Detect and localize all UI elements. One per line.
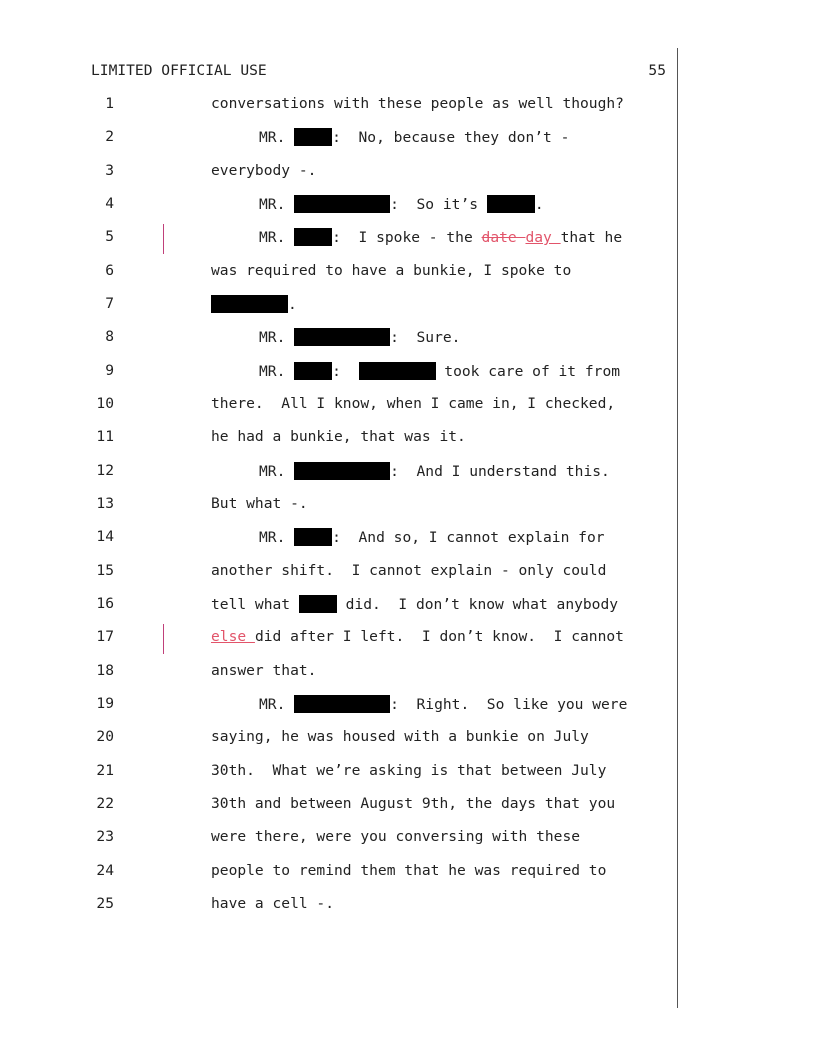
transcript-line-16 [0, 595, 816, 619]
line-text-segment: that he [560, 229, 623, 246]
transcript-line-6 [0, 262, 816, 286]
deleted-text: date [481, 229, 526, 246]
line-text [211, 595, 618, 613]
line-text: 30th. What we’re asking is that between July [211, 762, 607, 779]
inserted-text: day [525, 229, 561, 246]
revision-change-bar [163, 624, 164, 654]
transcript-line-11 [0, 428, 816, 452]
line-text: were there, were you conversing with these [211, 828, 581, 845]
line-number: 6 [105, 262, 114, 279]
line-text [259, 328, 460, 346]
transcript-line-4 [0, 195, 816, 219]
line-text: was required to have a bunkie, I spoke to [211, 262, 572, 279]
redaction-box [299, 595, 337, 613]
transcript-line-13 [0, 495, 816, 519]
line-number: 9 [105, 362, 114, 379]
line-text [259, 195, 544, 213]
speaker-prefix: MR. [259, 229, 295, 246]
transcript-line-12 [0, 462, 816, 486]
line-number: 20 [96, 728, 114, 745]
transcript-line-3 [0, 162, 816, 186]
line-text [259, 362, 620, 380]
redaction-box [294, 528, 332, 546]
line-text: conversations with these people as well though? [211, 95, 624, 112]
line-text-segment: : Sure. [390, 329, 461, 346]
line-number: 17 [96, 628, 114, 645]
line-text [259, 228, 622, 246]
line-number: 14 [96, 528, 114, 545]
line-text: he had a bunkie, that was it. [211, 428, 466, 445]
redaction-box [294, 228, 332, 246]
line-number: 25 [96, 895, 114, 912]
line-number: 11 [96, 428, 114, 445]
inserted-text: else [211, 628, 255, 645]
transcript-line-19 [0, 695, 816, 719]
redaction-box [487, 195, 535, 213]
line-number: 22 [96, 795, 114, 812]
line-text [211, 295, 297, 313]
revision-change-bar [163, 224, 164, 254]
transcript-line-24 [0, 862, 816, 886]
line-text-segment: : I spoke - the [332, 229, 482, 246]
transcript-line-9 [0, 362, 816, 386]
line-text: 30th and between August 9th, the days that you [211, 795, 616, 812]
transcript-line-25 [0, 895, 816, 919]
line-number: 19 [96, 695, 114, 712]
speaker-prefix: MR. [259, 363, 295, 380]
speaker-prefix: MR. [259, 329, 295, 346]
redaction-box [211, 295, 288, 313]
line-number: 18 [96, 662, 114, 679]
line-text-segment: : [332, 363, 359, 380]
transcript-line-2 [0, 128, 816, 152]
line-text-segment: did. I don’t know what anybody [336, 596, 619, 613]
line-text: everybody -. [211, 162, 317, 179]
transcript-line-21 [0, 762, 816, 786]
page-number: 55 [648, 62, 666, 79]
speaker-prefix: MR. [259, 529, 295, 546]
line-text-segment: : And so, I cannot explain for [332, 529, 605, 546]
line-number: 24 [96, 862, 114, 879]
line-number: 4 [105, 195, 114, 212]
line-number: 10 [96, 395, 114, 412]
line-text-segment: : No, because they don’t - [332, 129, 570, 146]
line-text: But what -. [211, 495, 308, 512]
transcript-line-8 [0, 328, 816, 352]
line-text [259, 528, 605, 546]
line-number: 16 [96, 595, 114, 612]
line-text-segment: : And I understand this. [390, 463, 610, 480]
line-number: 21 [96, 762, 114, 779]
line-text: answer that. [211, 662, 317, 679]
speaker-prefix: MR. [259, 696, 295, 713]
redaction-box [359, 362, 436, 380]
line-text-segment: did after I left. I don’t know. I cannot [254, 628, 624, 645]
redaction-box [294, 195, 390, 213]
line-text [259, 462, 610, 480]
speaker-prefix: MR. [259, 129, 295, 146]
line-text [259, 695, 627, 713]
line-text-segment: : Right. So like you were [390, 696, 628, 713]
transcript-line-1 [0, 95, 816, 119]
redaction-box [294, 362, 332, 380]
line-number: 2 [105, 128, 114, 145]
line-text [259, 128, 569, 146]
line-number: 3 [105, 162, 114, 179]
line-number: 12 [96, 462, 114, 479]
line-text: another shift. I cannot explain - only could [211, 562, 607, 579]
transcript-line-5 [0, 228, 816, 252]
transcript-line-14 [0, 528, 816, 552]
line-text: have a cell -. [211, 895, 335, 912]
line-number: 15 [96, 562, 114, 579]
line-text-segment: took care of it from [435, 363, 621, 380]
page-header-left: LIMITED OFFICIAL USE [91, 62, 267, 79]
line-number: 23 [96, 828, 114, 845]
transcript-line-10 [0, 395, 816, 419]
transcript-line-22 [0, 795, 816, 819]
line-number: 1 [105, 95, 114, 112]
line-number: 13 [96, 495, 114, 512]
redaction-box [294, 328, 390, 346]
line-number: 7 [105, 295, 114, 312]
transcript-line-7 [0, 295, 816, 319]
line-text-segment: tell what [211, 596, 299, 613]
transcript-line-15 [0, 562, 816, 586]
line-text: there. All I know, when I came in, I checked, [211, 395, 616, 412]
transcript-line-23 [0, 828, 816, 852]
line-text [211, 628, 624, 645]
line-text: saying, he was housed with a bunkie on July [211, 728, 589, 745]
line-text: people to remind them that he was required to [211, 862, 607, 879]
line-text-segment: : So it’s [390, 196, 487, 213]
line-number: 5 [105, 228, 114, 245]
speaker-prefix: MR. [259, 463, 295, 480]
transcript-line-20 [0, 728, 816, 752]
transcript-line-17 [0, 628, 816, 652]
redaction-box [294, 128, 332, 146]
line-number: 8 [105, 328, 114, 345]
redaction-box [294, 462, 390, 480]
line-text-segment: . [534, 196, 544, 213]
transcript-line-18 [0, 662, 816, 686]
line-text-segment: . [288, 296, 297, 313]
redaction-box [294, 695, 390, 713]
speaker-prefix: MR. [259, 196, 295, 213]
